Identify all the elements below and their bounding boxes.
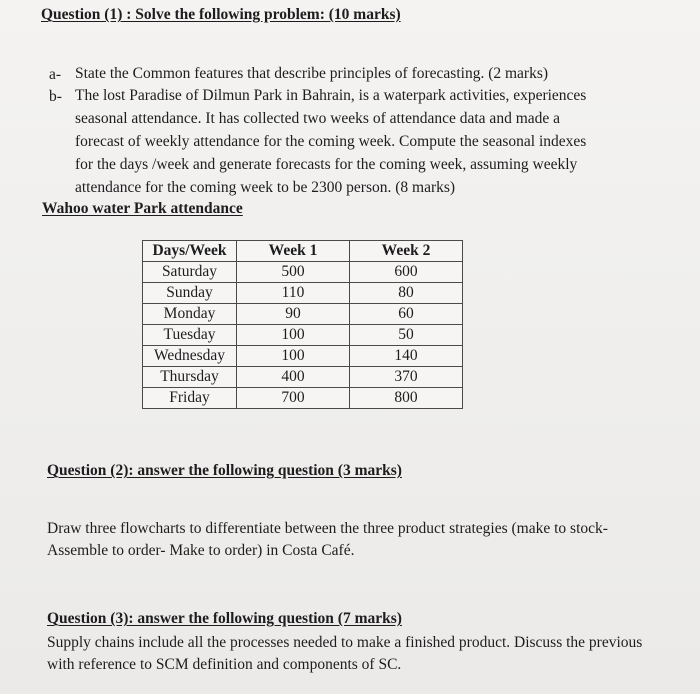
table-row (143, 304, 463, 325)
item-b-line-2: seasonal attendance. It has collected two weeks of attendance data and made a (75, 110, 561, 127)
table-row (143, 262, 463, 283)
table-row (143, 325, 463, 346)
item-b-marker: b- (49, 88, 62, 105)
day-cell: Tuesday (143, 325, 237, 346)
day-cell: Monday (143, 304, 237, 325)
question-1-heading: Question (1) : Solve the following problem: (10 marks) (41, 6, 401, 23)
table-header-row (143, 241, 463, 262)
day-cell: Wednesday (143, 346, 237, 367)
week-1-cell: 700 (237, 388, 350, 409)
week-2-cell: 50 (350, 325, 463, 346)
item-b-line-5: attendance for the coming week to be 2300 person. (8 marks) (75, 179, 456, 196)
item-a-text: State the Common features that describe principles of forecasting. (2 marks) (75, 65, 549, 82)
question-3-heading: Question (3): answer the following question (7 marks) (47, 610, 402, 627)
item-b-line-3: forecast of weekly attendance for the coming week. Compute the seasonal indexes (75, 133, 587, 150)
day-cell: Thursday (143, 367, 237, 388)
item-b-line-1: The lost Paradise of Dilmun Park in Bahrain, is a waterpark activities, experiences (75, 87, 587, 104)
week-2-cell: 60 (350, 304, 463, 325)
day-cell: Friday (143, 388, 237, 409)
week-2-cell: 80 (350, 283, 463, 304)
week-2-cell: 370 (350, 367, 463, 388)
day-cell: Saturday (143, 262, 237, 283)
table-row (143, 346, 463, 367)
question-3-text: Supply chains include all the processes needed to make a finished product. Discuss the previous with reference to SCM definition and components of SC. (47, 634, 643, 673)
question-2-text: Draw three flowcharts to differentiate between the three product strategies (make to stock- Assemble to order- Make to order) in Costa Café. (47, 520, 608, 559)
week-1-cell: 100 (237, 325, 350, 346)
week-1-cell: 110 (237, 283, 350, 304)
table-row (143, 367, 463, 388)
attendance-table (142, 240, 463, 409)
week-1-cell: 400 (237, 367, 350, 388)
week-2-cell: 600 (350, 262, 463, 283)
column-header-days: Days/Week (143, 241, 237, 262)
week-2-cell: 800 (350, 388, 463, 409)
table-row (143, 388, 463, 409)
week-1-cell: 90 (237, 304, 350, 325)
week-1-cell: 500 (237, 262, 350, 283)
table-caption: Wahoo water Park attendance (42, 200, 243, 217)
column-header-week-1: Week 1 (237, 241, 350, 262)
item-a-marker: a- (49, 66, 62, 83)
question-2-heading: Question (2): answer the following question (3 marks) (47, 462, 402, 479)
day-cell: Sunday (143, 283, 237, 304)
column-header-week-2: Week 2 (350, 241, 463, 262)
table-row (143, 283, 463, 304)
week-1-cell: 100 (237, 346, 350, 367)
item-b-line-4: for the days /week and generate forecasts for the coming week, assuming weekly (75, 156, 578, 173)
week-2-cell: 140 (350, 346, 463, 367)
